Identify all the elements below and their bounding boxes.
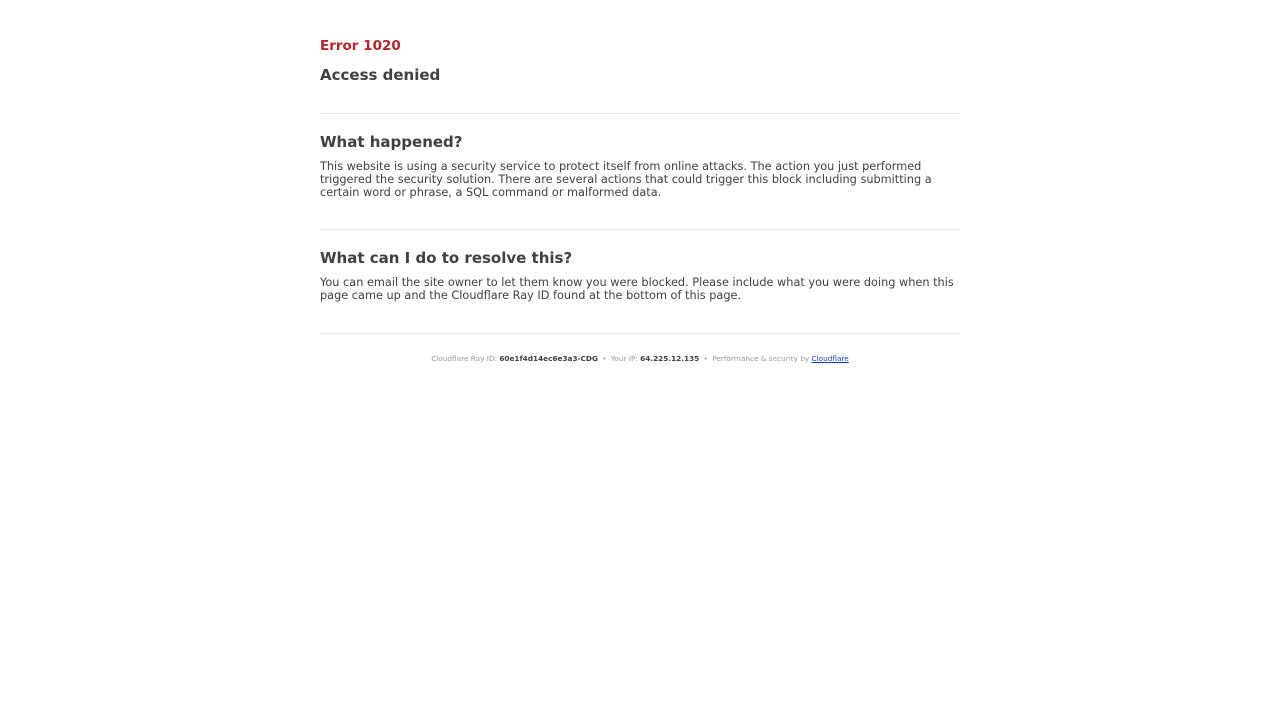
- error-title: Access denied: [320, 66, 441, 84]
- ray-id-value: 60e1f4d14ec6e3a3-CDG: [499, 354, 598, 363]
- ip-value: 64.225.12.135: [640, 354, 700, 363]
- footer-separator: •: [602, 354, 607, 363]
- section-body-resolve: You can email the site owner to let them know you were blocked. Please include what you were doing when this page came up and the Cloudflare Ray ID found at the bottom of this page.: [320, 276, 954, 302]
- ip-label: Your IP:: [610, 354, 638, 363]
- divider: [320, 229, 960, 230]
- divider: [320, 113, 960, 114]
- footer-separator: •: [703, 354, 708, 363]
- section-heading-resolve: What can I do to resolve this?: [320, 249, 573, 267]
- footer: [320, 354, 960, 363]
- divider: [320, 333, 960, 334]
- ray-id-label: Cloudflare Ray ID:: [431, 354, 497, 363]
- performance-label: Performance & security by: [712, 354, 810, 363]
- error-code: Error 1020: [320, 38, 401, 54]
- cloudflare-link[interactable]: Cloudflare: [811, 354, 849, 363]
- section-body-what-happened: This website is using a security service to protect itself from online attacks. The action you just performed triggered the security solution. There are several actions that could trigger this block including submitting a certain word or phrase, a SQL command or malformed data.: [320, 160, 932, 199]
- section-heading-what-happened: What happened?: [320, 133, 463, 151]
